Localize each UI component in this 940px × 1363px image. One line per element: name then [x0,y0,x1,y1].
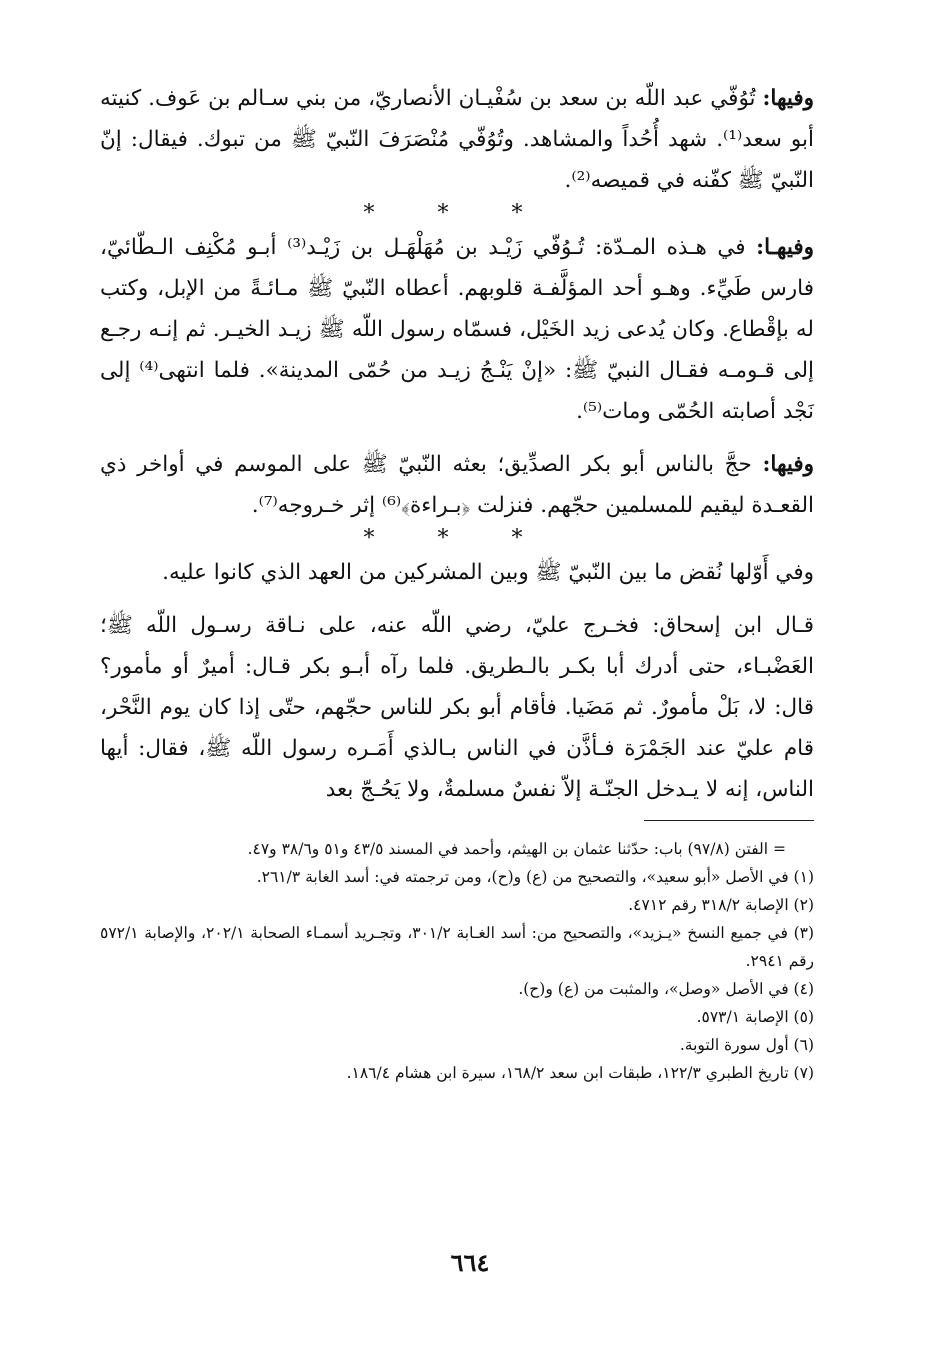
page-number: ٦٦٤ [450,1248,490,1277]
section-separator: * * * [363,526,551,551]
page-body [100,78,814,1087]
footnote-continuation: = الفتن (٩٧/٨) باب: حدّثنا عثمان بن الهيثم، وأحمد في المسند ٤٣/٥ و٥١ و٣٨/٦ و٤٧. [247,840,786,858]
paragraph-text: حجَّ بالناس أبو بكر الصدِّيق؛ بعثه النّبيّ ﷺ على الموسم في أواخر ذي القعـدة ليقيم للمسلمين حجّهم. فنزلت ﴿بـراءة﴾⁽⁶⁾ إثر خـروجه⁽⁷⁾. [100,452,814,518]
footnote-6: (٦) أول سورة التوبة. [679,1036,814,1054]
section-separator: * * * [363,201,551,226]
footnote-2: (٢) الإصابة ٣١٨/٢ رقم ٤٧١٢. [628,896,814,914]
paragraph-text: تُوُفّي عبد اللّه بن سعد بن سُفْيـان الأنصاريّ، من بني سـالم بن عَوف. كنيته أبو سعد⁽¹⁾. شهد أُحُداً والمشاهد. وتُوُفّي مُنْصَرَفَ النّبيّ ﷺ من تبوك. فيقال: إنّ النّبيّ ﷺ كفّنه في قميصه⁽²⁾. [100,86,814,193]
paragraph-1 [100,78,814,201]
paragraph-text: في هـذه المـدّة: تُـوُفّي زَيْـد بن مُهَلْهَـل بن زَيْـد⁽³⁾ أبـو مُكْنِف الـطّائيّ، فارس طَيِّء. وهـو أحد المؤلَّفـة قلوبهم. أعطاه النّبيّ ﷺ مـائـةً من الإبل، وكتب له بإقْطاع. وكان يُدعى زيد الخَيْل، فسمّاه رسول اللّه ﷺ زيـد الخيـر. ثم إنـه رجـع إلى قـومـه فقـال النبيّ ﷺ: «إنْ يَنْـجُ زيـد من حُمّى المدينة». فلما انتهى⁽⁴⁾ إلى نَجْد أصابته الحُمّى ومات⁽⁵⁾. [100,235,815,424]
paragraph-lead: وفيها: [762,452,814,477]
footnotes [100,835,814,1087]
footnote-divider [644,820,814,821]
paragraph-4: وفي أَوّلها نُقض ما بين النّبيّ ﷺ وبين المشركين من العهد الذي كانوا عليه. [162,560,814,585]
paragraph-3 [100,444,814,526]
footnote-1: (١) في الأصل «أبو سعيد»، والتصحيح من (ع) و(ح)، ومن ترجمته في: أسد الغابة ٢٦١/٣. [256,868,814,886]
paragraph-2 [100,227,814,432]
footnote-7: (٧) تاريخ الطبري ١٢٢/٣، طبقات ابن سعد ١٦٨/٢، سيرة ابن هشام ١٨٦/٤. [346,1064,814,1082]
paragraph-lead: وفيها: [762,86,814,111]
footnote-5: (٥) الإصابة ٥٧٣/١. [696,1008,814,1026]
footnote-4: (٤) في الأصل «وصل»، والمثبت من (ع) و(ح). [518,980,814,998]
paragraph-lead: وفيهـا: [756,235,814,260]
paragraph-5: قـال ابن إسحاق: فخـرج عليّ، رضي اللّه عنه، على نـاقة رسـول اللّه ﷺ؛ العَضْبـاء، حتى أدرك أبا بكـر بالـطريق. فلما رآه أبـو بكر قـال: أميرٌ أو مأمور؟ قال: لا، بَلْ مأمورٌ. ثم مَضَيا. فأقام أبو بكر للناس حجّهم، حتّى إذا كان يوم النَّحْر، قام عليّ عند الجَمْرَة فـأذَّن في الناس بـالذي أَمَـره رسول اللّه ﷺ، فقال: أيها الناس، إنه لا يـدخل الجنّـة إلاّ نفسٌ مسلمةٌ، ولا يَحُـجّ بعد [100,613,814,802]
footnote-3: (٣) في جميع النسخ «يـزيد»، والتصحيح من: أسد الغـابة ٣٠١/٢، وتجـريد أسمـاء الصحابة ٢٠٢/١، والإصابة ٥٧٢/١ رقم ٢٩٤١. [100,924,815,970]
